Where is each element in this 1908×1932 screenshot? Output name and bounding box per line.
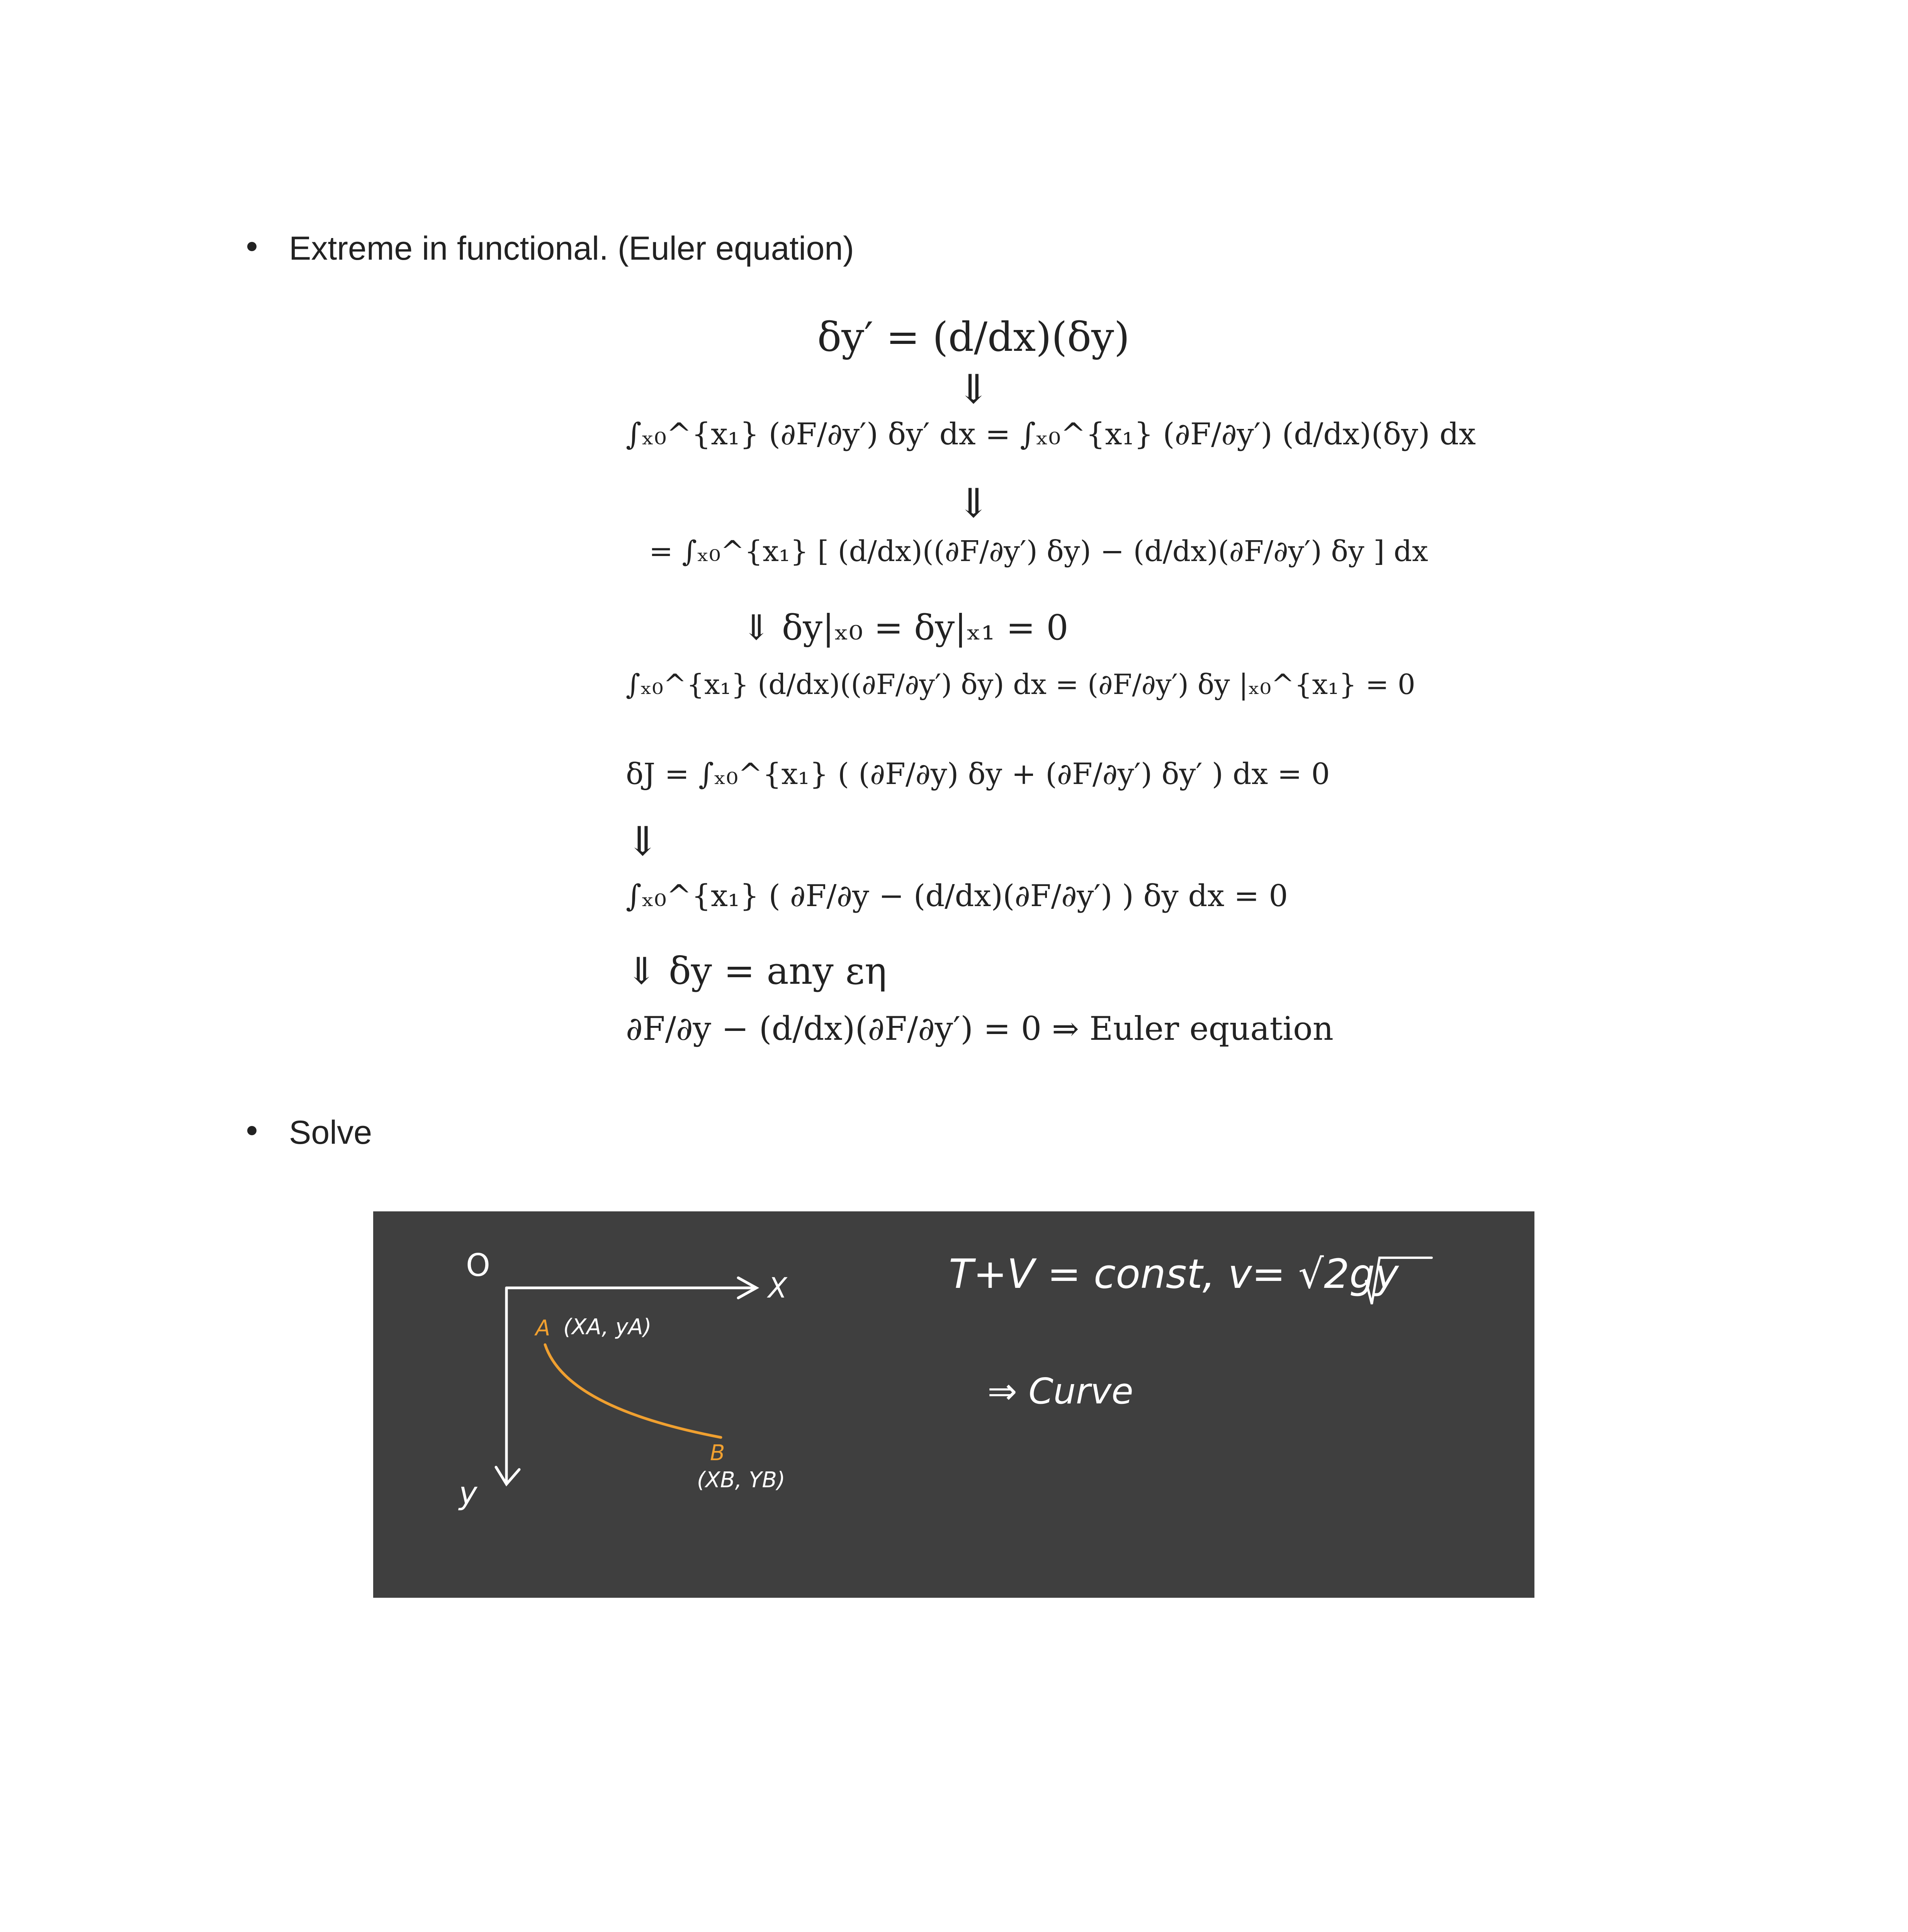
- energy-equation: T+V = const, v= √2gy: [949, 1250, 1399, 1298]
- math-line-9: ∂F/∂y − (d/dx)(∂F/∂y′) = 0 ⇒ Euler equation: [626, 1010, 1334, 1048]
- math-arrow: ⇓: [957, 366, 991, 413]
- bullet-text-solve: Solve: [289, 1114, 372, 1151]
- result-curve: ⇒ Curve: [987, 1371, 1133, 1412]
- math-line-1: δy′ = (d/dx)(δy): [817, 313, 1130, 361]
- math-line-4: ⇓ δy|ₓ₀ = δy|ₓ₁ = 0: [742, 607, 1069, 648]
- point-b-label: B: [710, 1440, 725, 1466]
- point-a-coords: (XA, yA): [563, 1315, 652, 1340]
- math-line-5: ∫ₓ₀^{x₁} (d/dx)((∂F/∂y′) δy) dx = (∂F/∂y′) δy |ₓ₀^{x₁} = 0: [626, 668, 1415, 701]
- math-line-7: ∫ₓ₀^{x₁} ( ∂F/∂y − (d/dx)(∂F/∂y′) ) δy dx = 0: [626, 879, 1288, 913]
- math-line-3: = ∫ₓ₀^{x₁} [ (d/dx)((∂F/∂y′) δy) − (d/dx)(∂F/∂y′) δy ] dx: [649, 535, 1428, 568]
- origin-label: O: [466, 1247, 490, 1283]
- bullet-dot: [247, 1126, 257, 1135]
- math-line-2: ∫ₓ₀^{x₁} (∂F/∂y′) δy′ dx = ∫ₓ₀^{x₁} (∂F/∂y′) (d/dx)(δy) dx: [626, 417, 1476, 452]
- math-line-6: δJ = ∫ₓ₀^{x₁} ( (∂F/∂y) δy + (∂F/∂y′) δy′ ) dx = 0: [626, 757, 1330, 791]
- math-line-8: ⇓ δy = any εη: [626, 949, 887, 993]
- math-arrow: ⇓: [957, 480, 991, 527]
- math-arrow: ⇓: [626, 818, 660, 865]
- point-b-coords: (XB, YB): [697, 1468, 785, 1493]
- point-a-label: A: [535, 1316, 550, 1341]
- bullet-text-euler: Extreme in functional. (Euler equation): [289, 230, 854, 267]
- curve-a-to-b: [545, 1345, 721, 1437]
- brachistochrone-sketch: [373, 1211, 1534, 1598]
- euler-derivation: [626, 301, 1476, 1074]
- x-axis-label: X: [768, 1272, 787, 1304]
- y-axis-label: y: [459, 1475, 477, 1511]
- bullet-dot: [247, 242, 257, 251]
